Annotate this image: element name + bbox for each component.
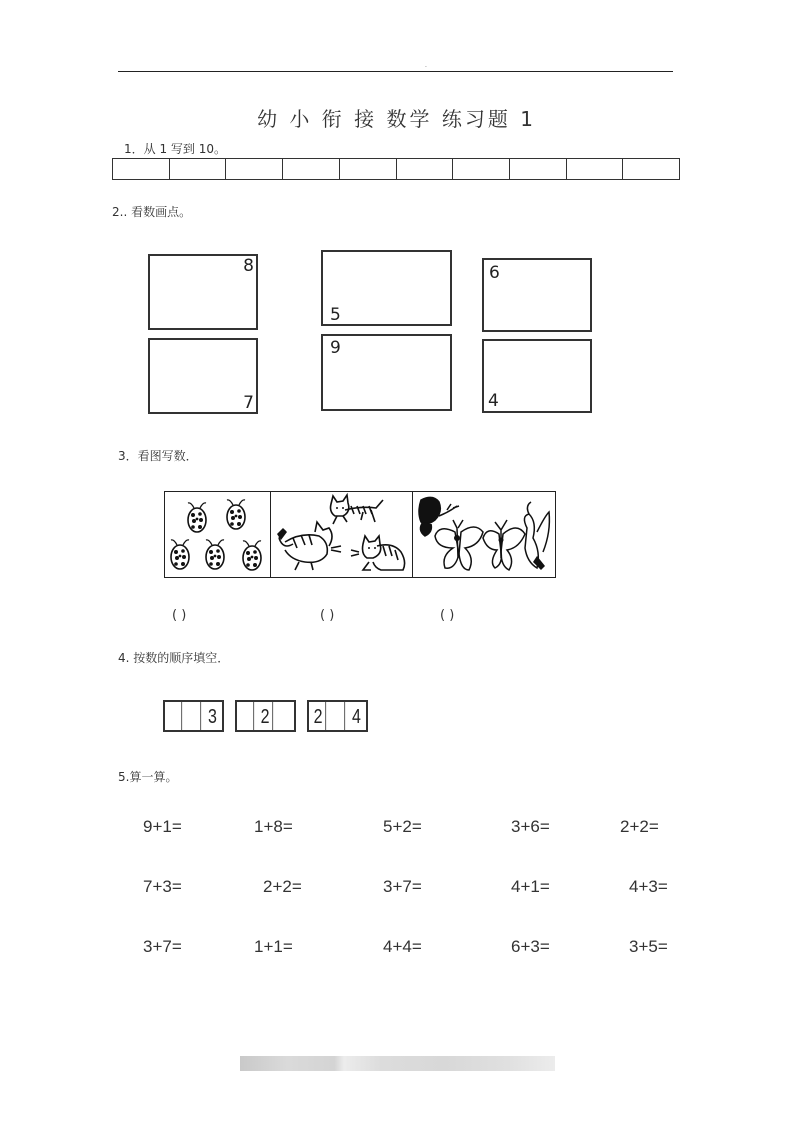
dot-box-number: 6 [489,263,500,283]
picture-panel-butterflies [413,492,554,577]
q1-cell-4[interactable] [283,159,340,179]
footer-watermark-bar [240,1056,555,1071]
page-title [0,103,793,132]
answer-blank-butterflies[interactable]: ( ) [440,608,455,623]
page-title-text: 幼 小 衔 接 数学 练习题 1 [257,107,536,131]
ladybugs-illustration [165,492,271,577]
dot-box-6[interactable] [482,258,592,332]
q1-cell-8[interactable] [510,159,567,179]
sequence-cell[interactable] [277,702,292,730]
butterflies-illustration [413,492,554,577]
sequence-cell[interactable] [167,702,182,730]
dot-box-8[interactable] [148,254,258,330]
equation[interactable]: 3+7= [143,937,182,956]
q1-cell-5[interactable] [340,159,397,179]
equation[interactable]: 2+2= [620,817,659,836]
sequence-cell[interactable] [239,702,254,730]
header-mark: . [425,62,427,69]
equation[interactable]: 7+3= [143,877,182,896]
picture-panel-cats [271,492,413,577]
q5-label: 5.算一算。 [118,770,178,784]
q1-cell-1[interactable] [113,159,170,179]
answer-blank-cats[interactable]: ( ) [320,608,335,623]
sequence-cell[interactable] [186,702,201,730]
q1-cell-7[interactable] [453,159,510,179]
sequence-group-1 [163,700,224,732]
equation[interactable]: 2+2= [263,877,302,896]
q2-label: 2.. 看数画点。 [112,205,192,219]
q1-cell-6[interactable] [397,159,454,179]
sequence-cell: 3 [208,706,217,728]
dot-box-7[interactable] [148,338,258,414]
header-rule [118,71,673,72]
dot-box-number: 7 [243,393,254,413]
equation[interactable]: 3+6= [511,817,550,836]
q1-cell-10[interactable] [623,159,679,179]
equation[interactable]: 9+1= [143,817,182,836]
sequence-cell: 2 [258,702,273,730]
sequence-cell: 4 [352,706,361,728]
sequence-cell[interactable] [330,702,345,730]
equation[interactable]: 4+4= [383,937,422,956]
picture-strip [164,491,556,578]
q1-cell-2[interactable] [170,159,227,179]
equation[interactable]: 5+2= [383,817,422,836]
answer-blank-ladybugs[interactable]: ( ) [172,608,187,623]
dot-box-number: 9 [330,338,341,358]
dot-box-number: 4 [488,391,499,411]
q1-answer-grid [112,158,680,180]
q1-cell-9[interactable] [567,159,624,179]
sequence-group-2 [235,700,296,732]
dot-box-number: 5 [330,305,341,325]
dot-box-5[interactable] [321,250,452,326]
cats-illustration [271,492,413,577]
q1-cell-3[interactable] [226,159,283,179]
equation[interactable]: 1+8= [254,817,293,836]
equation[interactable]: 4+3= [629,877,668,896]
sequence-cell: 2 [311,702,326,730]
equation[interactable]: 1+1= [254,937,293,956]
dot-box-number: 8 [243,256,254,276]
dot-box-9[interactable] [321,334,452,411]
q3-label: 3．看图写数． [118,449,198,463]
q1-label: 1．从 1 写到 10。 [124,142,226,156]
equation[interactable]: 3+7= [383,877,422,896]
dot-box-4[interactable] [482,339,592,413]
equation[interactable]: 3+5= [629,937,668,956]
equation[interactable]: 6+3= [511,937,550,956]
picture-panel-ladybugs [165,492,271,577]
equation[interactable]: 4+1= [511,877,550,896]
sequence-group-3 [307,700,368,732]
q4-label: 4. 按数的顺序填空． [118,651,230,665]
